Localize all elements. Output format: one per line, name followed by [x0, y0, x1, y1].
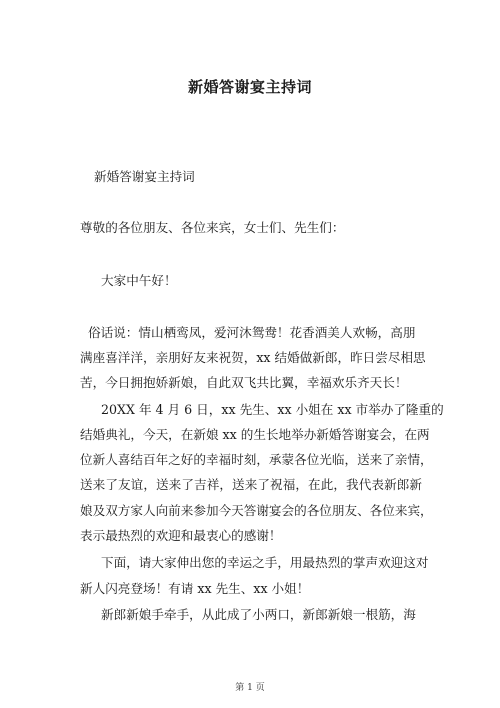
- page-number: 第 1 页: [235, 683, 265, 693]
- salutation: 尊敬的各位朋友、各位来宾，女士们、先生们：: [80, 220, 345, 235]
- paragraph-1-line-2: 满座喜洋洋，亲朋好友来祝贺，xx 结婚做新郎，昨日尝尽相思: [80, 350, 426, 365]
- paragraph-4-line-1: 新郎新娘手牵手，从此成了小两口，新郎新娘一根筋，海: [101, 607, 416, 622]
- paragraph-2-line-1: 20XX 年 4 月 6 日，xx 先生、xx 小姐在 xx 市举办了隆重的: [101, 402, 444, 417]
- paragraph-2-line-3: 位新人喜结百年之好的幸福时刻，承蒙各位光临，送来了亲情，: [80, 452, 433, 467]
- paragraph-2-line-6: 表示最热烈的欢迎和最衷心的感谢！: [80, 528, 282, 543]
- paragraph-1-line-1: 俗话说：情山栖鸾凤，爱河沐鸳鸯！花香酒美人欢畅，高朋: [88, 325, 416, 340]
- paragraph-3-line-1: 下面，请大家伸出您的幸运之手，用最热烈的掌声欢迎这对: [101, 555, 429, 570]
- document-title: 新婚答谢宴主持词: [187, 78, 312, 96]
- paragraph-1-line-3: 苦，今日拥抱娇新娘，自此双飞共比翼，幸福欢乐齐天长！: [80, 375, 408, 390]
- document-subtitle: 新婚答谢宴主持词: [94, 169, 195, 184]
- paragraph-2-line-4: 送来了友谊，送来了吉祥，送来了祝福，在此，我代表新郎新: [80, 477, 422, 492]
- paragraph-2-line-5: 娘及双方家人向前来参加今天答谢宴会的各位朋友、各位来宾，: [80, 503, 433, 518]
- paragraph-3-line-2: 新人闪亮登场！有请 xx 先生、xx 小姐！: [80, 581, 310, 596]
- paragraph-2-line-2: 结婚典礼，今天，在新娘 xx 的生长地举办新婚答谢宴会，在两: [80, 427, 430, 442]
- greeting: 大家中午好！: [101, 273, 177, 288]
